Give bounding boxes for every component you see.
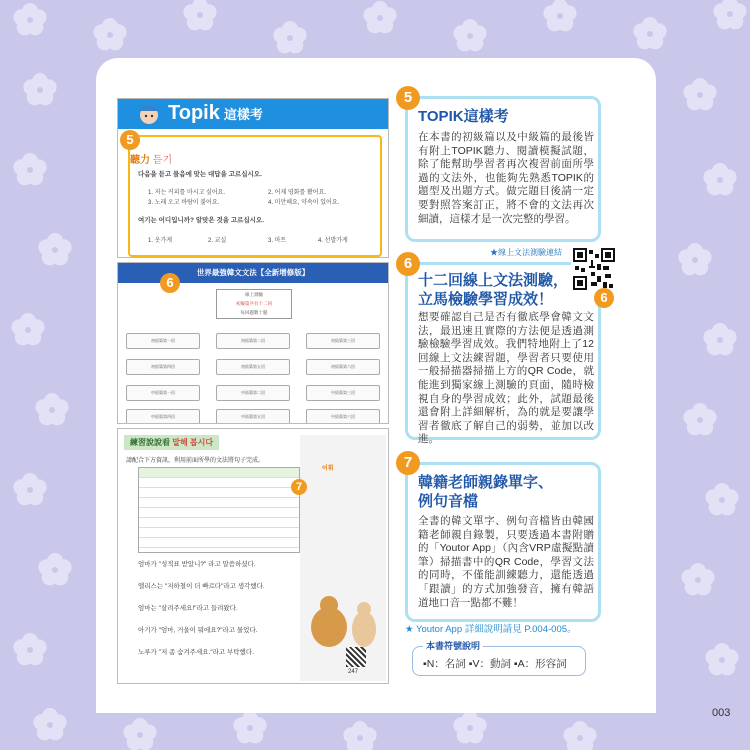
character-girl-icon (134, 101, 164, 131)
option-line: 4. 선발가게 (318, 238, 348, 244)
qr-code-small-icon[interactable] (346, 647, 366, 667)
test-round-button[interactable]: 中級篇第五回 (216, 409, 290, 424)
option-line: 2. 교실 (208, 238, 227, 244)
thumbnail-page-number: 247 (348, 669, 359, 675)
badge-5: 5 (396, 86, 420, 110)
section-6-title: 十二回線上文法測驗， 立馬檢驗學習成效！ (418, 272, 569, 308)
animal-illustration (304, 585, 384, 655)
section-7-body: 全書的韓文單字、例句音檔皆由韓國籍老師親自錄製，只要透過本書附贈的「Youtor App」（內含VRP虛擬點讀筆）掃描書中的QR Code，學習文法的同時，不僅能訓練聽力，還能透過「跟讀」的方式加強發音，擁有韓語道地口音一點都不難！ (418, 515, 594, 609)
youtor-app-note: ★ Youtor App 詳細說明請見 P.004-005。 (405, 624, 577, 635)
topik-preview-title: Topik 這樣考 (168, 102, 263, 124)
section-7-box (405, 462, 601, 622)
badge-5-thumbnail: 5 (120, 130, 140, 150)
vocabulary-column (300, 435, 386, 681)
qr-code-icon[interactable] (571, 246, 617, 292)
test-round-button[interactable]: 初級篇第三回 (306, 333, 380, 349)
speaking-practice-header: 練習說說看 말해 봅시다 (124, 435, 219, 450)
qr-link-label[interactable]: ★線上文法測驗連結 (490, 248, 562, 257)
test-round-button[interactable]: 中級篇第一回 (126, 385, 200, 401)
example-sentence: 노루가 "저 좀 숨겨주세요."라고 부탁했다. (138, 649, 254, 656)
section-5-body: 在本書的初級篇以及中級篇的最後皆有附上TOPIK聽力、閱讀模擬試題，除了能幫助學習者再次複習前面所學過的文法外，也能夠先熟悉TOPIK的題型及出題方式。做完題目後請一定要對照答案訂正，將不會的文法再次細讀，這樣才是一次完整的學習。 (418, 131, 594, 225)
online-test-header: 世界最強韓文文法【全新增修版】 (118, 263, 388, 283)
section-6-body: 想要確認自己是否有徹底學會韓文文法，最迅速且實際的方法便是透過測驗檢驗學習成效。我們特地附上了12回線上文法練習題，學習者只要使用一般掃描器掃描上方的QR Code，就能進到獨家線上測驗的頁面，隨時檢視自身的學習成效；此外，試題最後還會附上詳細解析，為的就是要讓學習者徹底了解自己的弱勢，並加以改進。 (418, 311, 594, 446)
test-round-button[interactable]: 中級篇第六回 (306, 409, 380, 424)
test-round-button[interactable]: 中級篇第四回 (126, 409, 200, 424)
vocabulary-label: 어휘 (322, 466, 334, 472)
badge-7-thumbnail: 7 (291, 479, 307, 495)
example-sentence: 엄마가 "성적표 받았니?" 라고 말씀하셨다. (138, 561, 256, 568)
badge-7: 7 (396, 451, 420, 475)
practice-table (138, 467, 300, 553)
test-round-button[interactable]: 初級篇第一回 (126, 333, 200, 349)
symbol-legend-content: ▪N：名詞 ▪V：動詞 ▪A：形容詞 (423, 658, 567, 670)
test-round-button[interactable]: 初級篇第四回 (126, 359, 200, 375)
online-test-info: 線上測驗 初級篇共有十二回 每回題數十題 (216, 289, 292, 319)
option-line: 3. 노래 오고 바람이 불어요. (148, 200, 220, 206)
speaking-practice-preview-thumbnail (117, 428, 389, 684)
example-sentence: 아기가 "엄마, 거울이 뭐에요?"라고 물었다. (138, 627, 258, 634)
option-line: 4. 미안해요, 약속이 있어요. (268, 200, 340, 206)
test-round-button[interactable]: 中級篇第二回 (216, 385, 290, 401)
symbol-legend (412, 641, 586, 676)
topik-preview-thumbnail (117, 98, 389, 258)
test-round-button[interactable]: 初級篇第六回 (306, 359, 380, 375)
online-test-preview-thumbnail (117, 262, 389, 424)
question-line: 다음을 듣고 물음에 맞는 대답을 고르십시오. (138, 171, 262, 178)
option-line: 3. 마트 (268, 238, 287, 244)
option-line: 2. 어제 영화를 봤어요. (268, 190, 327, 196)
instruction-line: 請配合下方資訊，利用前面所學的文法將句子完成。 (126, 458, 265, 464)
section-5-title: TOPIK這樣考 (418, 108, 509, 125)
test-round-button[interactable]: 初級篇第二回 (216, 333, 290, 349)
example-sentence: 엄마는 "살려주세요!"라고 들려왔다. (138, 605, 238, 612)
test-round-button[interactable]: 中級篇第三回 (306, 385, 380, 401)
badge-6-thumbnail: 6 (160, 273, 180, 293)
listening-label: 聽力 듣기 (130, 155, 173, 166)
symbol-legend-label: 本書符號說明 (423, 639, 483, 652)
section-7-title: 韓籍老師親錄單字、 例句音檔 (418, 474, 554, 510)
badge-6-qr: 6 (594, 288, 614, 308)
page-number: 003 (712, 707, 731, 719)
example-sentence: 엘리스는 "지하철이 더 빠르다"라고 생각했다. (138, 583, 265, 590)
option-line: 1. 저는 커피를 마시고 싶어요. (148, 190, 226, 196)
section-5-box (405, 96, 601, 242)
badge-6: 6 (396, 252, 420, 276)
test-round-button[interactable]: 初級篇第五回 (216, 359, 290, 375)
question-line: 여기는 어디입니까? 알맞은 것을 고르십시오. (138, 217, 265, 224)
option-line: 1. 옷가게 (148, 238, 173, 244)
